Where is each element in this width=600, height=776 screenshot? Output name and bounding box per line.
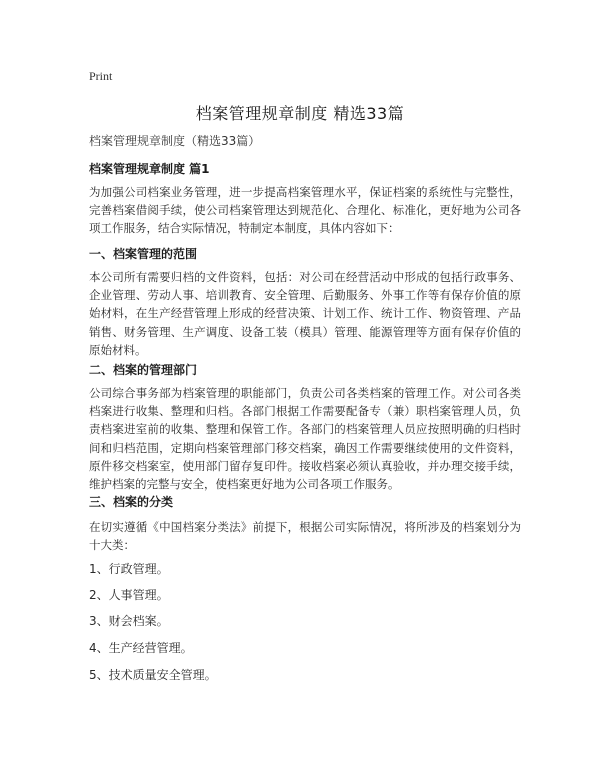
category-item: 1、行政管理。 <box>89 562 169 576</box>
category-item: 4、生产经营管理。 <box>89 641 193 655</box>
article-heading: 档案管理规章制度 篇1 <box>89 162 210 176</box>
intro-paragraph: 为加强公司档案业务管理，进一步提高档案管理水平，保证档案的系统性与完整性，完善档案借阅手续，使公司档案管理达到规范化、合理化、标准化，更好地为公司各项工作服务，结合实际情况，特制定本制度，具体内容如下： <box>89 185 521 236</box>
category-item: 3、财会档案。 <box>89 614 169 628</box>
page-title: 档案管理规章制度 精选33篇 <box>195 104 405 123</box>
section-body-department: 公司综合事务部为档案管理的职能部门，负责公司各类档案的管理工作。对公司各类档案进行收集、整理和归档。各部门根据工作需要配备专（兼）职档案管理人员，负责档案进室前的收集、整理和保管工作。各部门的档案管理人员应按照明确的归档时间和归档范围，定期向档案管理部门移交档案，确因工作需要继续使用的文件资料，原件移交档案室，使用部门留存复印件。接收档案必须认真验收，并办理交接手续，维护档案的完整与安全，使档案更好地为公司各项工作服务。 <box>89 386 521 492</box>
section-heading-classification: 三、档案的分类 <box>89 495 174 509</box>
print-link[interactable]: Print <box>89 69 113 83</box>
category-item: 5、技术质量安全管理。 <box>89 668 217 682</box>
section-body-scope: 本公司所有需要归档的文件资料，包括：对公司在经营活动中形成的包括行政事务、企业管理、劳动人事、培训教育、安全管理、后勤服务、外事工作等有保存价值的原始材料，在生产经营管理上形成的经营决策、计划工作、统计工作、物资管理、产品销售、财务管理、生产调度、设备工装（模具）管理、能源管理等方面有保存价值的原始材料。 <box>89 270 521 357</box>
section-heading-department: 二、档案的管理部门 <box>89 363 198 377</box>
category-item: 2、人事管理。 <box>89 588 169 602</box>
document-subtitle: 档案管理规章制度（精选33篇） <box>89 134 261 148</box>
section-heading-scope: 一、档案管理的范围 <box>89 247 198 261</box>
section-body-classification: 在切实遵循《中国档案分类法》前提下，根据公司实际情况，将所涉及的档案划分为十大类： <box>89 520 521 553</box>
